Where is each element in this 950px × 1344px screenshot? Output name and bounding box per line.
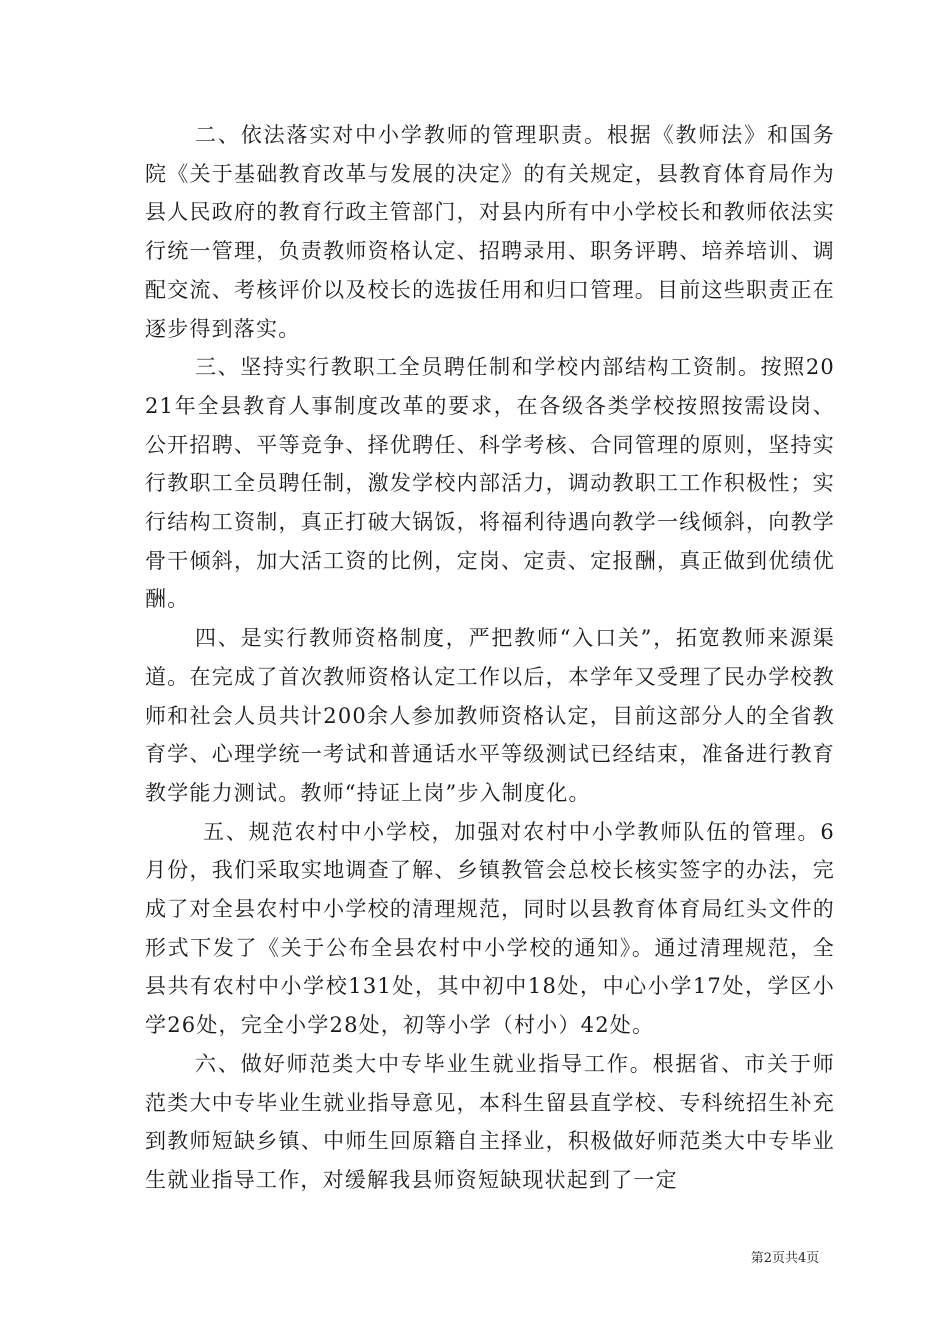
paragraph-graduate-employment: 六、做好师范类大中专毕业生就业指导工作。根据省、市关于师范类大中专毕业生就业指导意见，本科生留县直学校、专科统招生补充到教师短缺乡镇、中师生回原籍自主择业，积极做好师范类大中专毕业生就业指导工作，对缓解我县师资短缺现状起到了一定 — [145, 1051, 835, 1192]
page-number-footer: 第2页共4页 — [750, 1251, 820, 1266]
paragraph-rural-schools: 五、规范农村中小学校，加强对农村中小学教师队伍的管理。6月份，我们采取实地调查了解、乡镇教管会总校长核实签字的办法，完成了对全县农村中小学校的清理规范，同时以县教育体育局红头文件的形式下发了《关于公布全县农村中小学校的通知》。通过清理规范，全县共有农村中小学校131处，其中初中18处，中心小学17处，学区小学26处，完全小学28处，初等小学（村小）42处。 — [145, 819, 835, 1038]
paragraph-teacher-qualification: 四、是实行教师资格制度，严把教师“入口关”，拓宽教师来源渠道。在完成了首次教师资格认定工作以后，本学年又受理了民办学校教师和社会人员共计200余人参加教师资格认定，目前这部分人的全省教育学、心理学统一考试和普通话水平等级测试已经结束，准备进行教育教学能力测试。教师“持证上岗”步入制度化。 — [145, 626, 835, 805]
paragraph-staff-employment: 三、坚持实行教职工全员聘任制和学校内部结构工资制。按照2021年全县教育人事制度改革的要求，在各级各类学校按照按需设岗、公开招聘、平等竞争、择优聘任、科学考核、合同管理的原则，坚持实行教职工全员聘任制，激发学校内部活力，调动教职工工作积极性；实行结构工资制，真正打破大锅饭，将福利待遇向教学一线倾斜，向教学骨干倾斜，加大活工资的比例，定岗、定责、定报酬，真正做到优绩优酬。 — [145, 355, 835, 612]
document-body — [145, 116, 835, 1200]
paragraph-management-duties: 二、依法落实对中小学教师的管理职责。根据《教师法》和国务院《关于基础教育改革与发展的决定》的有关规定，县教育体育局作为县人民政府的教育行政主管部门，对县内所有中小学校长和教师依法实行统一管理，负责教师资格认定、招聘录用、职务评聘、培养培训、调配交流、考核评价以及校长的选拔任用和归口管理。目前这些职责正在逐步得到落实。 — [145, 123, 835, 341]
